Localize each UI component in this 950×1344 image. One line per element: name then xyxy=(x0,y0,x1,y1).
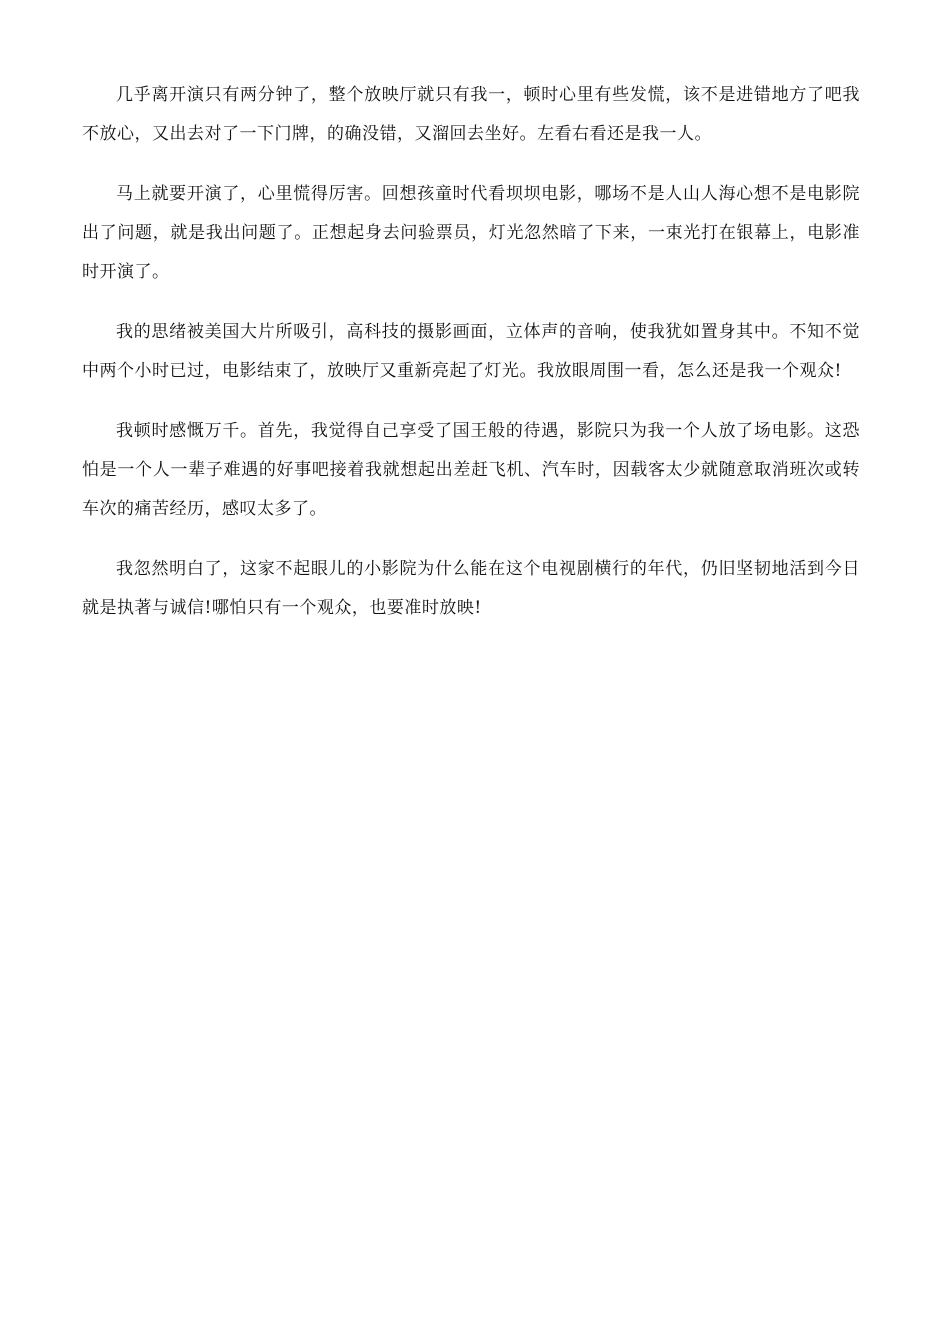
document-body xyxy=(82,76,860,649)
paragraph-2: 马上就要开演了，心里慌得厉害。回想孩童时代看坝坝电影，哪场不是人山人海心想不是电影院出了问题，就是我出问题了。正想起身去问验票员，灯光忽然暗了下来，一束光打在银幕上，电影准时开演了。 xyxy=(82,184,860,282)
paragraph-3: 我的思绪被美国大片所吸引，高科技的摄影画面，立体声的音响，使我犹如置身其中。不知不觉中两个小时已过，电影结束了，放映厅又重新亮起了灯光。我放眼周围一看，怎么还是我一个观众! xyxy=(82,322,860,381)
paragraph-1: 几乎离开演只有两分钟了，整个放映厅就只有我一，顿时心里有些发慌，该不是进错地方了吧我不放心，又出去对了一下门牌，的确没错，又溜回去坐好。左看右看还是我一人。 xyxy=(82,85,860,144)
paragraph-4: 我顿时感慨万千。首先，我觉得自己享受了国王般的待遇，影院只为我一个人放了场电影。这恐怕是一个人一辈子难遇的好事吧接着我就想起出差赶飞机、汽车时，因载客太少就随意取消班次或转车次的痛苦经历，感叹太多了。 xyxy=(82,421,860,519)
paragraph-5: 我忽然明白了，这家不起眼儿的小影院为什么能在这个电视剧横行的年代，仍旧坚韧地活到今日就是执著与诚信!哪怕只有一个观众，也要准时放映! xyxy=(82,559,860,618)
